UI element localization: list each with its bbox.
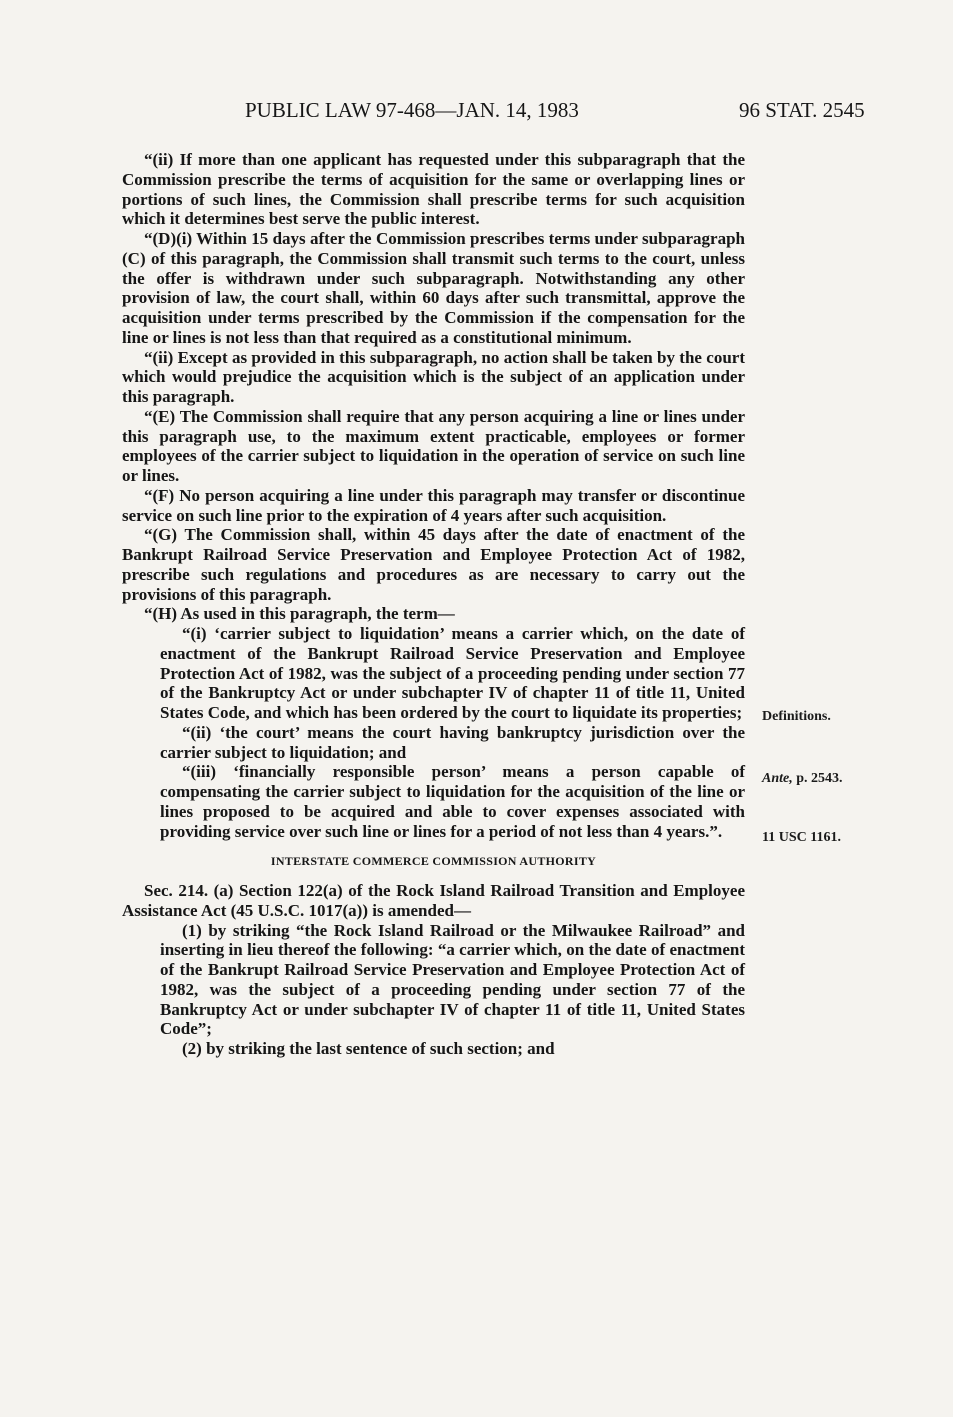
paragraph-h: “(H) As used in this paragraph, the term— [144,604,455,624]
running-head [0,98,953,128]
paragraph-d-ii: “(ii) Except as provided in this subparagraph, no action shall be taken by the court which would prejudice the acquisition which is the subject of an application under this paragraph. [122,347,745,406]
paragraph-d-i: “(D)(i) Within 15 days after the Commission prescribes terms under subparagraph (C) of this paragraph, the Commission shall transmit such terms to the court, unless the offer is withdrawn under such subparagraph. Notwithstanding any other provision of law, the court shall, within 60 days after such transmittal, approve the acquisition under terms prescribed by the Commission if the compensation for the line or lines is not less than that required as a constitutional minimum. [122,229,745,347]
margin-note-ante [762,771,843,787]
page-title: PUBLIC LAW 97-468—JAN. 14, 1983 [245,98,579,122]
margin-note-usc: 11 USC 1161. [762,830,841,845]
definition-the-court: “(ii) ‘the court’ means the court having bankruptcy jurisdiction over the carrier subject to liquidation; and [160,722,745,762]
section-214-a: Sec. 214. (a) Section 122(a) of the Rock Island Railroad Transition and Employee Assistance Act (45 U.S.C. 1017(a)) is amended— [122,881,745,920]
margin-note-definitions: Definitions. [762,709,831,724]
paragraph-c-ii: “(ii) If more than one applicant has requested under this subparagraph that the Commission prescribe the terms of acquisition for the same or overlapping lines or portions of such lines, the Commission shall prescribe terms for such acquisition which it determines best serve the public interest. [122,150,745,229]
definition-financially-responsible-person: “(iii) ‘financially responsible person’ means a person capable of compensating the carrier subject to liquidation for the acquisition of the line or lines proposed to be acquired and able to cover expenses associated with providing service over such line or lines for a period of not less than 4 years.”. [160,762,745,841]
paragraph-e: “(E) The Commission shall require that any person acquiring a line or lines under this paragraph use, to the maximum extent practicable, employees or former employees of the carrier subject to liquidation in the operation of service on such line or lines. [122,406,745,485]
amendment-1: (1) by striking “the Rock Island Railroad or the Milwaukee Railroad” and inserting in lieu thereof the following: “a carrier which, on the date of enactment of the Bankrupt Railroad Service Preservation and Employee Protection Act of 1982, was the subject of a proceeding pending under section 77 of the Bankruptcy Act or under subchapter IV of chapter 11 of title 11, United States Code”; [160,920,745,1039]
amendment-2: (2) by striking the last sentence of such section; and [182,1039,555,1058]
definition-carrier-subject-to-liquidation: “(i) ‘carrier subject to liquidation’ means a carrier which, on the date of enactment of the Bankrupt Railroad Service Preservation and Employee Protection Act of 1982, was the subject of a proceeding pending under section 77 of the Bankruptcy Act or under subchapter IV of chapter 11 of title 11, United States Code, and which has been ordered by the court to liquidate its properties; [160,624,745,722]
margin-note-ante-page: p. 2543. [792,771,843,786]
document-body [122,150,745,1059]
margin-note-ante-italic: Ante, [762,771,793,786]
paragraph-g: “(G) The Commission shall, within 45 days after the date of enactment of the Bankrupt Railroad Service Preservation and Employee Protection Act of 1982, prescribe such regulations and procedures as are necessary to carry out the provisions of this paragraph. [122,525,745,604]
statute-page-number: 96 STAT. 2545 [739,98,865,122]
paragraph-f: “(F) No person acquiring a line under this paragraph may transfer or discontinue service on such line prior to the expiration of 4 years after such acquisition. [122,485,745,525]
section-heading: INTERSTATE COMMERCE COMMISSION AUTHORITY [270,854,597,869]
